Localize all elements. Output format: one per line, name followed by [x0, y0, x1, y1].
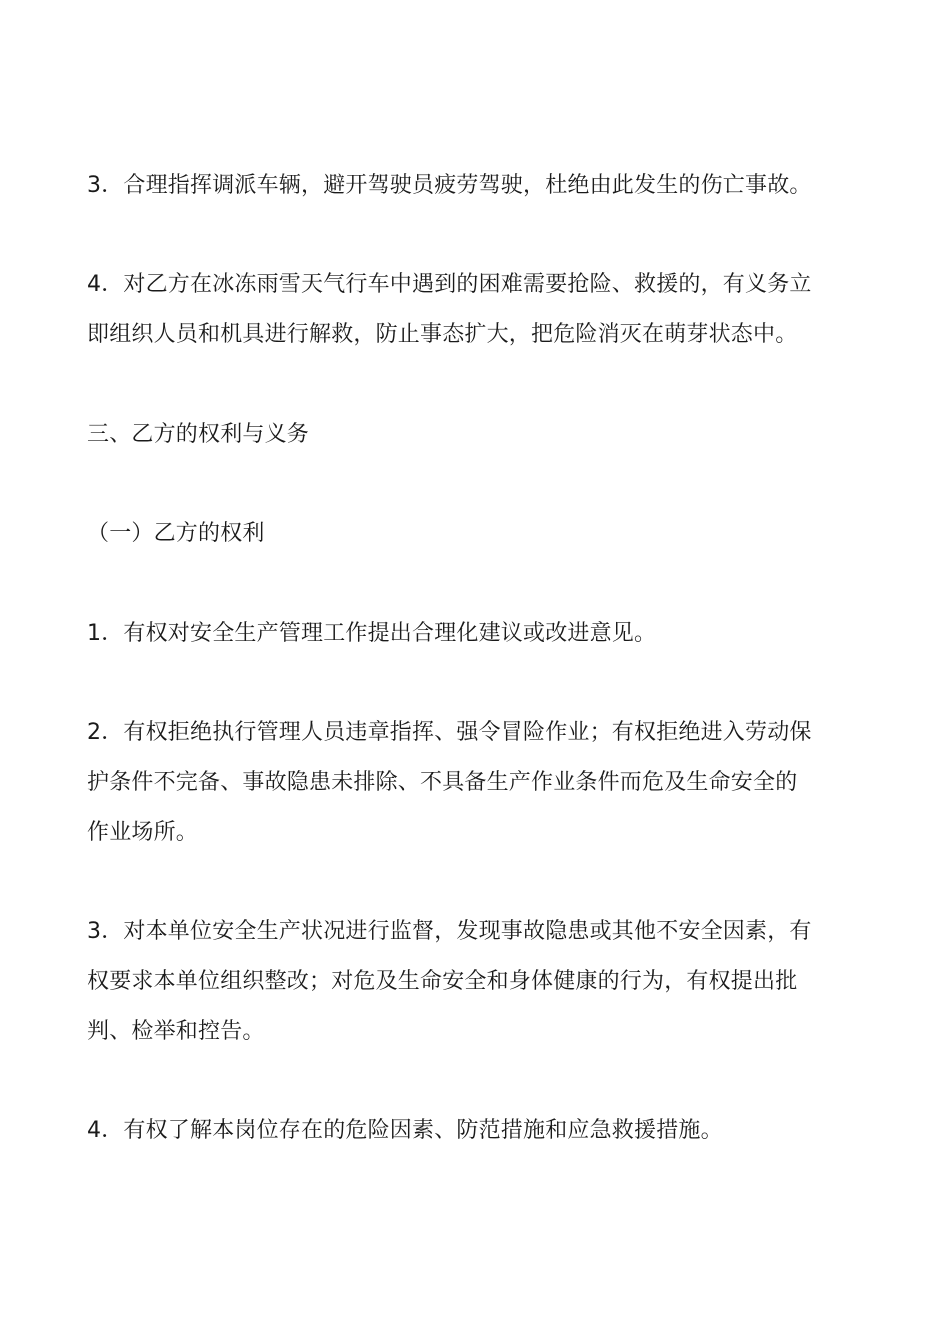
paragraph-line: 3．对本单位安全生产状况进行监督，发现事故隐患或其他不安全因素，有 — [87, 919, 812, 944]
subsection-heading: （一）乙方的权利 — [87, 521, 265, 546]
paragraph-line: 护条件不完备、事故隐患未排除、不具备生产作业条件而危及生命安全的 — [87, 770, 798, 795]
paragraph-line: 4．对乙方在冰冻雨雪天气行车中遇到的困难需要抢险、救援的，有义务立 — [87, 272, 812, 297]
paragraph-line: 作业场所。 — [87, 820, 199, 845]
paragraph-line: 2．有权拒绝执行管理人员违章指挥、强令冒险作业；有权拒绝进入劳动保 — [87, 720, 812, 745]
section-heading: 三、乙方的权利与义务 — [87, 422, 310, 447]
paragraph-line: 权要求本单位组织整改；对危及生命安全和身体健康的行为，有权提出批 — [87, 969, 798, 994]
paragraph-line: 4．有权了解本岗位存在的危险因素、防范措施和应急救援措施。 — [87, 1118, 723, 1143]
paragraph-line: 即组织人员和机具进行解救，防止事态扩大，把危险消灭在萌芽状态中。 — [87, 322, 798, 347]
paragraph-line: 判、检举和控告。 — [87, 1019, 265, 1044]
paragraph-line: 3．合理指挥调派车辆，避开驾驶员疲劳驾驶，杜绝由此发生的伤亡事故。 — [87, 173, 812, 198]
paragraph-line: 1．有权对安全生产管理工作提出合理化建议或改进意见。 — [87, 621, 657, 646]
